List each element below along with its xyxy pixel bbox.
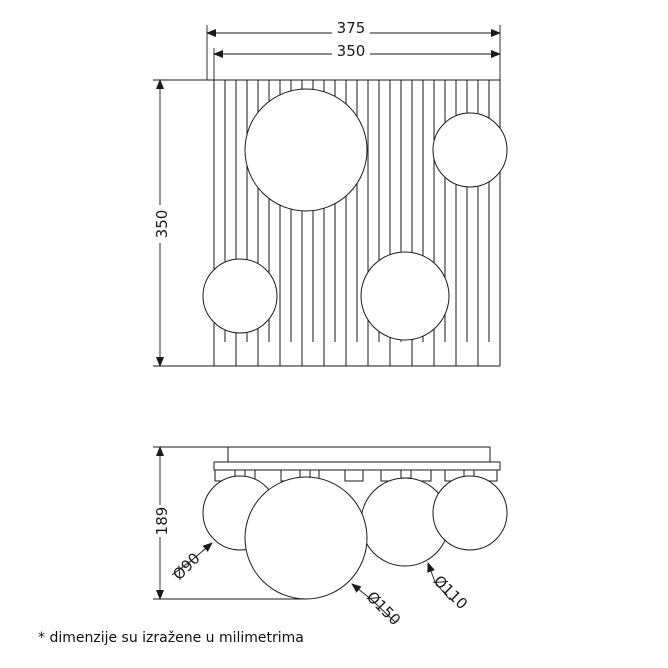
- side-view: [203, 447, 507, 599]
- label-189: 189: [153, 506, 171, 536]
- top-view: [203, 80, 507, 366]
- label-diameter-150: Ø150: [362, 587, 405, 630]
- label-diameter-90: Ø90: [169, 549, 204, 584]
- globe-small-top-right: [433, 113, 507, 187]
- socket-cap-3: [401, 470, 411, 478]
- globe-large-top: [245, 89, 367, 211]
- side-globe-right: [433, 476, 507, 550]
- globe-small-left: [203, 259, 277, 333]
- socket-3: [345, 470, 363, 481]
- label-350-horizontal: 350: [336, 42, 366, 60]
- side-globe-150: [245, 477, 367, 599]
- label-diameter-110: Ø110: [429, 571, 472, 614]
- label-350-vertical: 350: [153, 209, 171, 239]
- globe-medium-center: [361, 252, 449, 340]
- mounting-bar: [214, 462, 500, 470]
- units-footnote: * dimenzije su izražene u milimetrima: [38, 630, 304, 646]
- label-375: 375: [336, 19, 366, 37]
